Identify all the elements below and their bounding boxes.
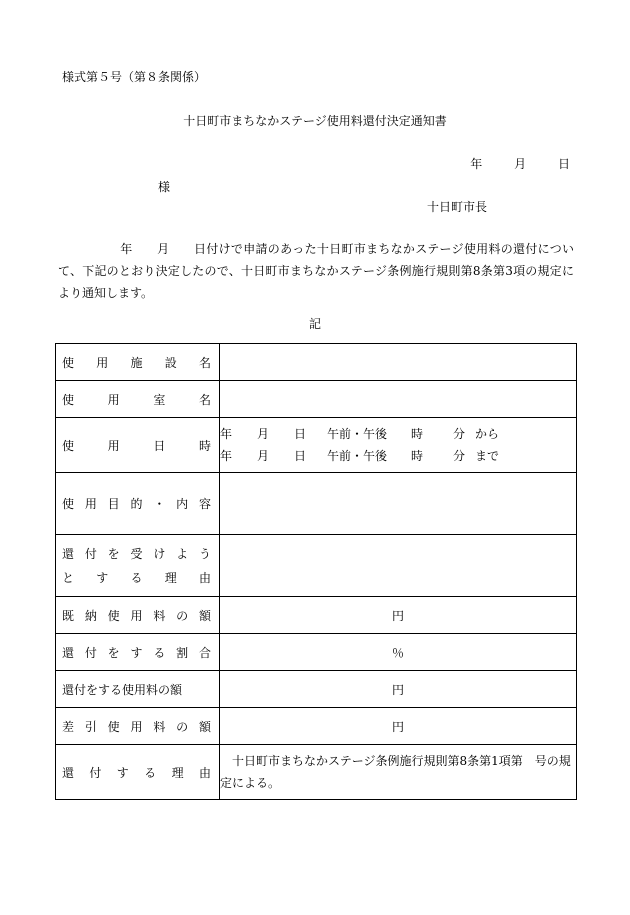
room-value [220,381,577,418]
table-row-room [56,381,577,418]
issuer-name: 十日町市長 [426,200,487,214]
datetime-label [56,418,220,473]
label-char: 由 [198,765,211,780]
label-char: 納 [84,608,97,623]
purpose-label-text [62,495,211,512]
label-char: 差 [62,719,75,734]
refund-reason-label-text [62,542,211,590]
label-char: う [198,546,211,561]
label-char: 額 [198,608,211,623]
label-char: 内 [176,497,189,511]
to-hour: 時 [411,449,424,463]
to-month: 月 [257,449,270,463]
to-ampm: 午前・午後 [327,449,388,463]
refund-rate-label [56,634,220,671]
refund-fee-unit: 円 [220,671,577,708]
label-char: 理 [164,570,177,585]
label-char: 施 [130,355,143,370]
label-char: 使 [62,438,75,453]
label-char: る [144,765,157,780]
label-char: 合 [198,645,211,660]
label-char: 還 [62,546,75,561]
detail-table [55,343,577,800]
paid-fee-unit: 円 [220,597,577,634]
label-char: 名 [198,392,211,407]
label-char: 割 [176,645,189,660]
label-char: 使 [62,355,75,370]
label-char: 額 [198,719,211,734]
label-char: 時 [198,438,211,453]
table-row-refund-basis [56,745,577,800]
table-row-balance [56,708,577,745]
label-char: る [153,645,166,660]
label-char: 還 [62,765,75,780]
label-char: 容 [198,497,211,511]
label-char: 用 [130,719,143,734]
label-char: す [116,765,129,780]
to-year: 年 [220,449,233,463]
refund-basis-label [56,745,220,800]
label-char: る [130,570,143,585]
label-char: を [107,645,120,660]
refund-reason-label-line2 [62,566,211,590]
body-text-content: 年 月 日付けで申請のあった十日町市まちなかステージ使用料の還付について、下記のとおり決定したので、十日町市まちなかステージ条例施行規則第8条第3項の規定により通知します。 [58,242,574,300]
form-number: 様式第５号（第８条関係） [62,70,207,84]
label-char: 用 [107,392,120,407]
body-text [58,238,574,304]
label-char: ・ [153,497,166,511]
paid-fee-label-text [62,607,211,624]
balance-label [56,708,220,745]
label-char: 目 [107,497,120,511]
label-char: 料 [153,608,166,623]
label-char: 還 [62,645,75,660]
refund-reason-label-line1 [62,542,211,566]
datetime-row-to [220,445,576,467]
table-row-purpose [56,473,577,535]
label-char: 理 [171,765,184,780]
label-char: よ [176,546,189,561]
label-char: 用 [96,355,109,370]
date-line [470,155,570,172]
table-row-refund-rate [56,634,577,671]
from-month: 月 [257,427,270,441]
to-suffix: まで [475,449,500,463]
label-char: 日 [153,438,166,453]
paid-fee-label [56,597,220,634]
label-char: 用 [107,438,120,453]
date-day-label: 日 [557,157,570,171]
purpose-label [56,473,220,535]
refund-rate-unit: ％ [220,634,577,671]
label-char: 用 [130,608,143,623]
label-char: 付 [89,765,102,780]
purpose-value [220,473,577,535]
facility-value [220,344,577,381]
label-char: 料 [153,719,166,734]
room-label [56,381,220,418]
from-minute: 分 [453,427,466,441]
label-char: す [96,570,109,585]
refund-fee-label-text: 還付をする使用料の額 [62,682,183,697]
from-ampm: 午前・午後 [327,427,388,441]
table-row-facility [56,344,577,381]
refund-rate-label-text [62,644,211,661]
label-char: 的 [130,497,143,511]
label-char: 用 [84,497,97,511]
label-char: 引 [84,719,97,734]
table-row-datetime [56,418,577,473]
label-char: 使 [62,497,75,511]
balance-label-text [62,718,211,735]
label-char: の [176,608,189,623]
label-char: 受 [130,546,143,561]
ki-heading: 記 [308,317,321,331]
table-row-refund-fee [56,671,577,708]
table-row-paid-fee [56,597,577,634]
facility-label [56,344,220,381]
refund-reason-label [56,535,220,597]
label-char: 付 [84,645,97,660]
to-day: 日 [294,449,307,463]
label-char: を [107,546,120,561]
from-day: 日 [294,427,307,441]
date-year-label: 年 [470,157,483,171]
label-char: 既 [62,608,75,623]
label-char: 名 [198,355,211,370]
date-month-label: 月 [514,157,527,171]
label-char: 使 [62,392,75,407]
from-year: 年 [220,427,233,441]
label-char: の [176,719,189,734]
addressee-suffix: 様 [158,180,171,194]
label-char: 使 [107,608,120,623]
to-minute: 分 [453,449,466,463]
datetime-label-text [62,437,211,454]
label-char: す [130,645,143,660]
label-char: 付 [84,546,97,561]
refund-basis-text: 十日町市まちなかステージ条例施行規則第8条第1項第 号の規定による。 [220,745,577,800]
facility-label-text [62,354,211,371]
datetime-row-from [220,423,576,445]
refund-basis-label-text [62,764,211,781]
label-char: 設 [164,355,177,370]
label-char: け [153,546,166,561]
refund-fee-label [56,671,220,708]
from-suffix: から [475,427,500,441]
balance-unit: 円 [220,708,577,745]
room-label-text [62,391,211,408]
table-row-refund-reason [56,535,577,597]
label-char: と [62,570,75,585]
document-title: 十日町市まちなかステージ使用料還付決定通知書 [183,114,447,128]
label-char: 由 [198,570,211,585]
label-char: 使 [107,719,120,734]
datetime-value [220,418,577,473]
refund-reason-value [220,535,577,597]
label-char: 室 [153,392,166,407]
from-hour: 時 [411,427,424,441]
